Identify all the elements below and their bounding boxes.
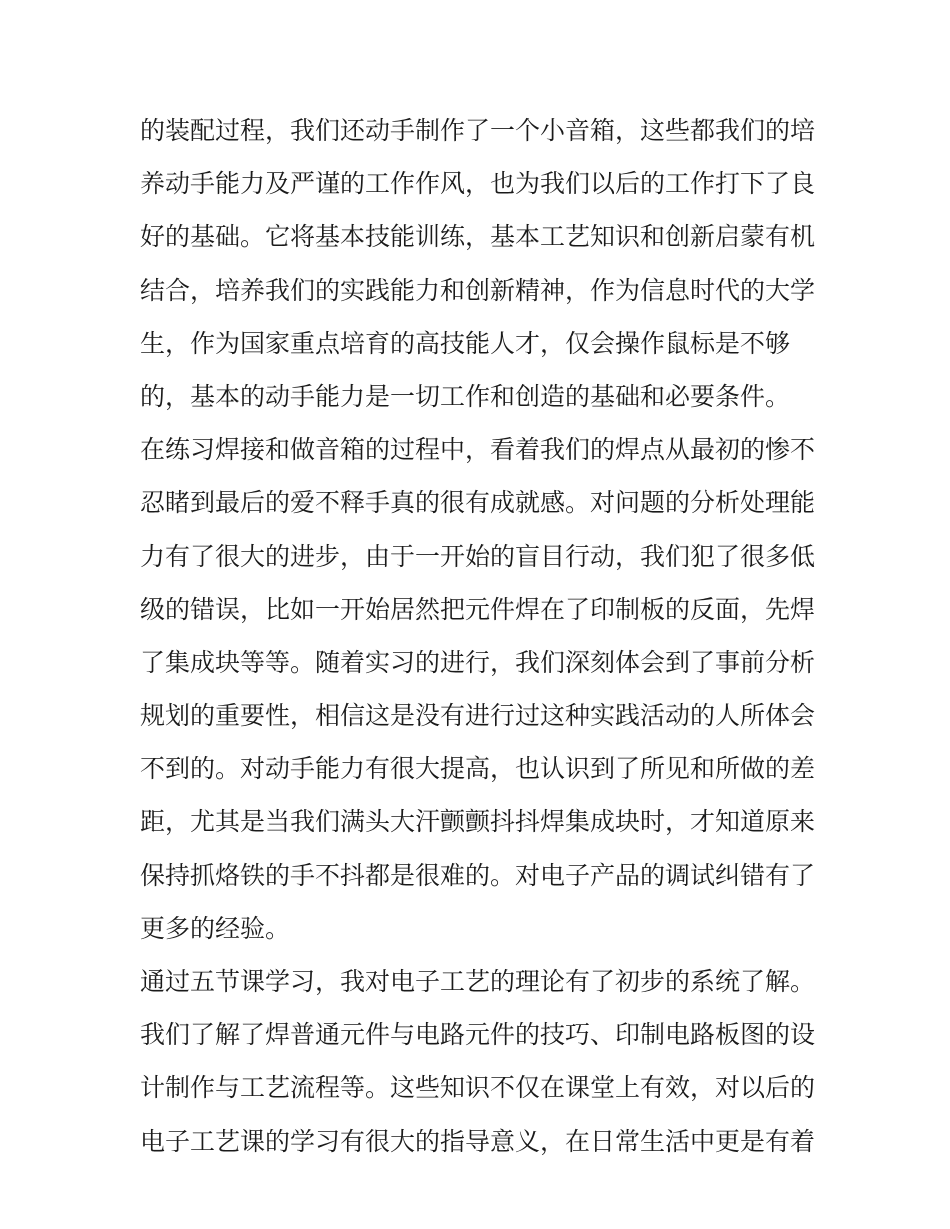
text-line: 通过五节课学习，我对电子工艺的理论有了初步的系统了解。 (140, 967, 816, 996)
text-line: 级的错误，比如一开始居然把元件焊在了印制板的反面，先焊 (140, 594, 816, 624)
text-line: 距，尤其是当我们满头大汗颤颤抖抖焊集成块时，才知道原来 (140, 807, 816, 837)
text-line: 在练习焊接和做音箱的过程中，看着我们的焊点从最初的惨不 (140, 435, 816, 465)
text-line: 更多的经验。 (140, 913, 291, 943)
text-line: 我们了解了焊普通元件与电路元件的技巧、印制电路板图的设 (140, 1020, 816, 1050)
text-line: 养动手能力及严谨的工作作风，也为我们以后的工作打下了良 (140, 169, 816, 199)
text-line: 力有了很大的进步，由于一开始的盲目行动，我们犯了很多低 (140, 541, 816, 571)
text-line: 了集成块等等。随着实习的进行，我们深刻体会到了事前分析 (140, 647, 816, 677)
text-line: 结合，培养我们的实践能力和创新精神，作为信息时代的大学 (140, 275, 816, 305)
text-line: 电子工艺课的学习有很大的指导意义，在日常生活中更是有着 (140, 1126, 816, 1156)
text-line: 生，作为国家重点培育的高技能人才，仅会操作鼠标是不够 (140, 328, 791, 358)
text-line: 忍睹到最后的爱不释手真的很有成就感。对问题的分析处理能 (140, 488, 816, 518)
text-line: 规划的重要性，相信这是没有进行过这种实践活动的人所体会 (140, 701, 816, 731)
text-line: 不到的。对动手能力有很大提高，也认识到了所见和所做的差 (140, 754, 816, 784)
text-line: 的，基本的动手能力是一切工作和创造的基础和必要条件。 (140, 381, 791, 411)
text-line: 好的基础。它将基本技能训练，基本工艺知识和创新启蒙有机 (140, 222, 816, 252)
text-line: 计制作与工艺流程等。这些知识不仅在课堂上有效，对以后的 (140, 1073, 816, 1103)
text-line: 的装配过程，我们还动手制作了一个小音箱，这些都我们的培 (140, 116, 816, 145)
document-body (140, 104, 820, 1168)
text-line: 保持抓烙铁的手不抖都是很难的。对电子产品的调试纠错有了 (140, 860, 816, 890)
